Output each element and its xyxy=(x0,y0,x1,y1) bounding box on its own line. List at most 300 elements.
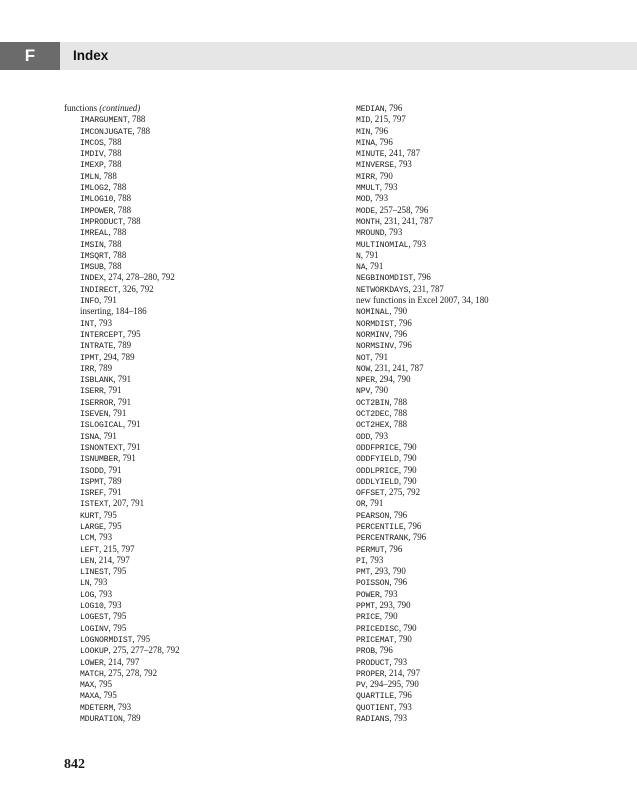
index-term: inserting xyxy=(80,306,112,317)
index-entry xyxy=(64,385,314,396)
index-page-refs: , 796 xyxy=(389,328,408,339)
index-page-refs: , 788 xyxy=(122,215,141,226)
index-term: ISBLANK xyxy=(80,376,114,386)
index-page-refs: , 793 xyxy=(365,554,384,565)
index-term: NORMSINV xyxy=(356,342,395,352)
index-term: LOWER xyxy=(80,658,104,668)
index-page-refs: , 790 xyxy=(375,170,393,181)
index-page-refs: , 791 xyxy=(122,419,141,430)
index-entry xyxy=(64,126,314,137)
index-entry xyxy=(340,261,610,272)
index-term: MODE xyxy=(356,206,376,216)
index-page-refs: , 791 xyxy=(108,408,127,419)
index-page-refs: , 791 xyxy=(365,261,384,272)
index-entry xyxy=(64,442,314,453)
index-term: PV xyxy=(356,681,366,691)
index-page-refs: , 793 xyxy=(394,159,412,170)
index-page-refs: , 791 xyxy=(103,487,122,498)
index-page-refs: , 214, 797 xyxy=(384,667,421,678)
index-entry xyxy=(340,657,610,668)
index-term: PRICEMAT xyxy=(356,635,395,645)
index-page-refs: , 788 xyxy=(113,193,132,204)
index-entry xyxy=(64,465,314,476)
index-page-refs: , 795 xyxy=(122,328,141,339)
index-page-refs: , 275, 792 xyxy=(384,487,421,498)
index-page-refs: , 793 xyxy=(379,588,398,599)
index-entry xyxy=(340,103,610,114)
index-page-refs: , 231, 787 xyxy=(408,283,444,294)
index-entry xyxy=(340,713,610,724)
index-term: PPMT xyxy=(356,602,376,612)
index-entry xyxy=(64,419,314,430)
index-page-refs: , 788 xyxy=(113,204,132,215)
index-page-refs: , 793 xyxy=(113,701,132,712)
index-term: PROPER xyxy=(356,669,385,679)
page-title: Index xyxy=(73,48,109,63)
index-term: MINUTE xyxy=(356,150,385,160)
index-page-refs: , 793 xyxy=(384,227,403,238)
index-page-refs: , 275, 277–278, 792 xyxy=(108,645,180,656)
index-term: MDETERM xyxy=(80,703,114,713)
index-entry xyxy=(340,702,610,713)
index-page-refs: , 790 xyxy=(379,611,398,622)
index-term: LARGE xyxy=(80,522,104,532)
index-term: MOD xyxy=(356,195,371,205)
index-entry xyxy=(64,668,314,679)
index-term: IMLN xyxy=(80,172,100,182)
index-term: NPER xyxy=(356,376,376,386)
index-page-refs: , 294, 789 xyxy=(99,351,135,362)
index-entry xyxy=(64,318,314,329)
index-term: ISNUMBER xyxy=(80,455,119,465)
index-entry xyxy=(340,645,610,656)
index-entry xyxy=(340,679,610,690)
index-term: INFO xyxy=(80,297,100,307)
index-term: ISPMT xyxy=(80,477,104,487)
index-entry xyxy=(340,600,610,611)
index-page-refs: , 795 xyxy=(99,509,117,520)
index-term: OCT2HEX xyxy=(356,421,390,431)
index-entry xyxy=(340,159,610,170)
index-term: PMT xyxy=(356,568,371,578)
index-page-refs: , 791 xyxy=(103,464,122,475)
index-entry xyxy=(340,566,610,577)
index-page-refs: , 791 xyxy=(103,385,122,396)
index-page-refs: , 790 xyxy=(398,622,417,633)
appendix-letter-tab: F xyxy=(0,42,60,70)
index-entry xyxy=(340,182,610,193)
index-term: NA xyxy=(356,263,366,273)
index-page-refs: , 788 xyxy=(389,419,408,430)
index-page-refs: , 793 xyxy=(103,600,122,611)
index-page-refs: , 788 xyxy=(99,170,117,181)
index-entry xyxy=(64,397,314,408)
index-page-refs: , 788 xyxy=(103,148,122,159)
index-entry xyxy=(340,690,610,701)
index-term: MAXA xyxy=(80,692,100,702)
index-page-refs: , 793 xyxy=(379,182,398,193)
index-term: PEARSON xyxy=(356,511,390,521)
index-term: IMPRODUCT xyxy=(80,217,123,227)
index-page-refs: , 791 xyxy=(365,498,384,509)
index-term: MINVERSE xyxy=(356,161,395,171)
index-entry xyxy=(340,510,610,521)
index-entry xyxy=(64,205,314,216)
index-page-refs: , 788 xyxy=(103,261,122,272)
index-page-refs: , 215, 797 xyxy=(370,114,406,125)
index-entry xyxy=(64,521,314,532)
index-term: IMCONJUGATE xyxy=(80,127,133,137)
index-term: NORMDIST xyxy=(356,319,395,329)
index-column-left xyxy=(64,103,314,724)
index-page-refs: , 793 xyxy=(94,532,113,543)
index-entry xyxy=(340,397,610,408)
index-entry xyxy=(64,272,314,283)
index-entry xyxy=(64,657,314,668)
index-page-refs: , 326, 792 xyxy=(118,283,154,294)
index-entry xyxy=(64,577,314,588)
index-entry xyxy=(340,205,610,216)
index-page-refs: , 796 xyxy=(413,272,431,283)
index-term: IMREAL xyxy=(80,229,109,239)
index-page-refs: , 788 xyxy=(389,396,408,407)
index-term: INDIRECT xyxy=(80,285,119,295)
index-entry xyxy=(64,295,314,306)
index-page-refs: , 231, 241, 787 xyxy=(379,215,434,226)
index-page-refs: , 788 xyxy=(389,408,408,419)
index-entry xyxy=(340,137,610,148)
index-entry xyxy=(64,284,314,295)
index-entry xyxy=(64,600,314,611)
index-term: MEDIAN xyxy=(356,105,385,114)
index-page-refs: , 790 xyxy=(398,475,417,486)
index-page-refs: , 796 xyxy=(403,520,422,531)
index-entry xyxy=(340,318,610,329)
index-entry xyxy=(64,690,314,701)
index-term: LOGINV xyxy=(80,624,109,634)
index-entry xyxy=(64,137,314,148)
index-page-refs: , 215, 797 xyxy=(99,543,135,554)
index-term: MIRR xyxy=(356,172,376,182)
index-entry xyxy=(340,126,610,137)
index-page-refs: , 793 xyxy=(389,656,408,667)
index-page-refs: , 790 xyxy=(389,306,408,317)
index-term: ISNA xyxy=(80,432,100,442)
index-entry xyxy=(340,668,610,679)
index-page-refs: , 793 xyxy=(394,701,412,712)
index-page-refs: , 795 xyxy=(99,690,117,701)
index-entry xyxy=(340,385,610,396)
index-term: N xyxy=(356,251,361,261)
index-term: ISNONTEXT xyxy=(80,443,123,453)
index-term: IMEXP xyxy=(80,161,104,171)
index-entry xyxy=(340,171,610,182)
index-page-refs: , 791 xyxy=(99,295,117,306)
index-entry xyxy=(64,159,314,170)
index-page-refs: , 788 xyxy=(108,249,127,260)
index-term: NOW xyxy=(356,364,371,374)
index-page-refs: , 791 xyxy=(113,396,132,407)
index-page-refs: , 796 xyxy=(384,543,403,554)
index-term: IMLOG10 xyxy=(80,195,114,205)
index-term: MIN xyxy=(356,127,371,137)
index-page-refs: , 793 xyxy=(370,193,389,204)
index-term: INDEX xyxy=(80,274,104,284)
index-entry xyxy=(340,487,610,498)
index-entry xyxy=(340,465,610,476)
index-page-refs: , 793 xyxy=(94,588,113,599)
index-entry xyxy=(64,498,314,509)
index-page-refs: , 796 xyxy=(408,532,427,543)
index-entry xyxy=(64,408,314,419)
index-entry xyxy=(340,374,610,385)
index-entry xyxy=(64,114,314,125)
index-term: LOGEST xyxy=(80,613,109,623)
index-term: functions xyxy=(64,103,98,113)
index-entry xyxy=(64,623,314,634)
index-term: POWER xyxy=(356,590,380,600)
index-entry xyxy=(340,295,610,306)
index-term: ISODD xyxy=(80,466,104,476)
index-term: PERCENTILE xyxy=(356,522,404,532)
index-page-refs: , 791 xyxy=(360,249,379,260)
index-term: IMARGUMENT xyxy=(80,116,128,126)
index-entry xyxy=(64,329,314,340)
index-term: MINA xyxy=(356,138,376,148)
index-term: PERCENTRANK xyxy=(356,534,409,544)
index-term: QUOTIENT xyxy=(356,703,395,713)
index-term: ISTEXT xyxy=(80,500,109,510)
index-entry xyxy=(340,114,610,125)
index-term: NETWORKDAYS xyxy=(356,285,409,295)
index-page-refs: , 214, 797 xyxy=(94,554,130,565)
index-term: ISLOGICAL xyxy=(80,421,123,431)
index-page-refs: , 293, 790 xyxy=(370,566,406,577)
index-entry xyxy=(64,182,314,193)
index-term: OFFSET xyxy=(356,489,385,499)
index-entry xyxy=(64,171,314,182)
index-term: MONTH xyxy=(356,217,380,227)
index-term: ODDLPRICE xyxy=(356,466,399,476)
index-term: IMDIV xyxy=(80,150,104,160)
index-entry xyxy=(64,634,314,645)
index-entry xyxy=(64,261,314,272)
index-term: LCM xyxy=(80,534,95,544)
index-page-refs: , 796 xyxy=(370,125,389,136)
chapter-header xyxy=(0,42,637,70)
index-term: ISREF xyxy=(80,489,104,499)
index-term: MMULT xyxy=(356,184,380,194)
index-page-refs: , 791 xyxy=(122,441,141,452)
index-term: RADIANS xyxy=(356,715,390,725)
index-term: INT xyxy=(80,319,95,329)
index-page-refs: , 788 xyxy=(103,238,122,249)
index-entry xyxy=(340,442,610,453)
index-term: MDURATION xyxy=(80,715,123,725)
index-page-refs: , 793 xyxy=(94,317,113,328)
index-entry xyxy=(340,634,610,645)
index-page-refs: , 791 xyxy=(370,351,389,362)
index-term: INTRATE xyxy=(80,342,114,352)
index-entry xyxy=(64,532,314,543)
page-number: 842 xyxy=(64,757,85,772)
index-term: MAX xyxy=(80,681,95,691)
index-term: NORMINV xyxy=(356,330,390,340)
index-entry xyxy=(64,193,314,204)
index-term: QUARTILE xyxy=(356,692,395,702)
index-term: OCT2BIN xyxy=(356,398,390,408)
index-page-refs: , 796 xyxy=(394,317,412,328)
index-entry xyxy=(64,250,314,261)
index-entry xyxy=(340,227,610,238)
index-page-refs: , 791 xyxy=(113,374,132,385)
index-term: IRR xyxy=(80,364,95,374)
index-entry xyxy=(340,589,610,600)
index-term: POISSON xyxy=(356,579,390,589)
index-page-refs: , 796 xyxy=(384,103,403,113)
index-entry xyxy=(64,239,314,250)
index-column-right xyxy=(340,103,610,724)
index-page-refs: , 790 xyxy=(370,385,389,396)
index-term: LOGNORMDIST xyxy=(80,635,133,645)
index-entry xyxy=(340,148,610,159)
index-page-refs: , 789 xyxy=(94,362,113,373)
index-term: LOOKUP xyxy=(80,647,109,657)
index-page-refs: , 788 xyxy=(103,159,122,170)
index-entry xyxy=(340,408,610,419)
index-term: PRICE xyxy=(356,613,380,623)
index-term: OR xyxy=(356,500,366,510)
index-entry xyxy=(64,374,314,385)
index-page-refs: , 293, 790 xyxy=(375,600,411,611)
index-page-refs: , 795 xyxy=(108,611,127,622)
index-term: IMLOG2 xyxy=(80,184,109,194)
index-term: IMCOS xyxy=(80,138,104,148)
index-page-refs: , 788 xyxy=(132,125,151,136)
index-entry xyxy=(340,329,610,340)
index-term: NOMINAL xyxy=(356,308,390,318)
index-page-refs: , 788 xyxy=(108,227,127,238)
index-term: INTERCEPT xyxy=(80,330,123,340)
index-entry xyxy=(340,193,610,204)
index-entry xyxy=(340,532,610,543)
index-entry xyxy=(64,611,314,622)
index-term: KURT xyxy=(80,511,100,521)
index-entry xyxy=(340,272,610,283)
index-term: LINEST xyxy=(80,568,109,578)
index-entry xyxy=(340,419,610,430)
index-term: PRODUCT xyxy=(356,658,390,668)
index-entry xyxy=(64,453,314,464)
index-entry xyxy=(64,363,314,374)
index-page-refs: , 793 xyxy=(370,430,389,441)
index-entry xyxy=(64,713,314,724)
index-entry xyxy=(340,363,610,374)
index-page-refs: , 795 xyxy=(108,566,127,577)
index-entry xyxy=(64,645,314,656)
index-page-refs: , 791 xyxy=(118,453,136,464)
index-term: MATCH xyxy=(80,669,104,679)
index-entry xyxy=(340,611,610,622)
index-entry xyxy=(340,498,610,509)
index-term: LEFT xyxy=(80,545,100,555)
index-entry xyxy=(64,679,314,690)
index-entry xyxy=(64,148,314,159)
index-entry xyxy=(340,352,610,363)
index-entry xyxy=(340,476,610,487)
index-term: PERMUT xyxy=(356,545,385,555)
index-term: IMSIN xyxy=(80,240,104,250)
index-page-refs: , 207, 791 xyxy=(108,498,145,509)
index-entry xyxy=(64,340,314,351)
index-page-refs: , 790 xyxy=(398,464,417,475)
index-page-refs: , 34, 180 xyxy=(457,295,489,306)
index-entry xyxy=(340,306,610,317)
index-entry xyxy=(64,555,314,566)
index-entry xyxy=(64,702,314,713)
index-entry xyxy=(64,227,314,238)
index-entry xyxy=(340,623,610,634)
index-page-refs: , 795 xyxy=(132,633,151,644)
index-term: PI xyxy=(356,556,366,566)
index-entry xyxy=(64,589,314,600)
index-entry xyxy=(340,555,610,566)
index-entry xyxy=(340,431,610,442)
index-page-refs: , 796 xyxy=(375,645,393,656)
index-page-refs: , 793 xyxy=(389,713,408,724)
index-term: LN xyxy=(80,579,90,589)
index-entry xyxy=(64,476,314,487)
index-page-refs: , 790 xyxy=(394,633,412,644)
index-page-refs: , 214, 797 xyxy=(103,656,140,667)
index-page-refs: , 789 xyxy=(113,340,132,351)
index-page-refs: , 789 xyxy=(103,475,122,486)
index-entry xyxy=(340,284,610,295)
index-entry xyxy=(340,239,610,250)
index-entry xyxy=(64,431,314,442)
index-page-refs: , 795 xyxy=(94,679,113,690)
index-entry xyxy=(64,510,314,521)
index-term: ISEVEN xyxy=(80,410,109,420)
index-entry xyxy=(64,216,314,227)
index-entry xyxy=(340,521,610,532)
index-entry xyxy=(340,340,610,351)
index-page-refs: , 184–186 xyxy=(111,306,147,317)
index-term: IPMT xyxy=(80,353,100,363)
index-term: NOT xyxy=(356,353,371,363)
index-page-refs: , 796 xyxy=(389,577,408,588)
index-term: MULTINOMIAL xyxy=(356,240,409,250)
index-page-refs: , 795 xyxy=(108,622,127,633)
index-term: LEN xyxy=(80,556,95,566)
index-term: LOG10 xyxy=(80,602,104,612)
index-entry xyxy=(340,544,610,555)
index-page-refs: , 796 xyxy=(394,340,412,351)
index-page-refs: , 788 xyxy=(108,182,127,193)
index-page-refs: , 274, 278–280, 792 xyxy=(103,272,175,283)
index-page-refs: , 795 xyxy=(103,520,122,531)
index-page-refs: , 294, 790 xyxy=(375,374,411,385)
index-page-refs: , 796 xyxy=(389,509,408,520)
index-page-refs: , 790 xyxy=(398,453,417,464)
index-entry xyxy=(64,544,314,555)
index-page-refs: , 294–295, 790 xyxy=(365,679,419,690)
index-term: IMPOWER xyxy=(80,206,114,216)
index-page-refs: , 793 xyxy=(89,577,108,588)
index-page-refs: , 231, 241, 787 xyxy=(370,362,424,373)
index-term: ODDFPRICE xyxy=(356,443,399,453)
index-page-refs: , 796 xyxy=(394,690,412,701)
